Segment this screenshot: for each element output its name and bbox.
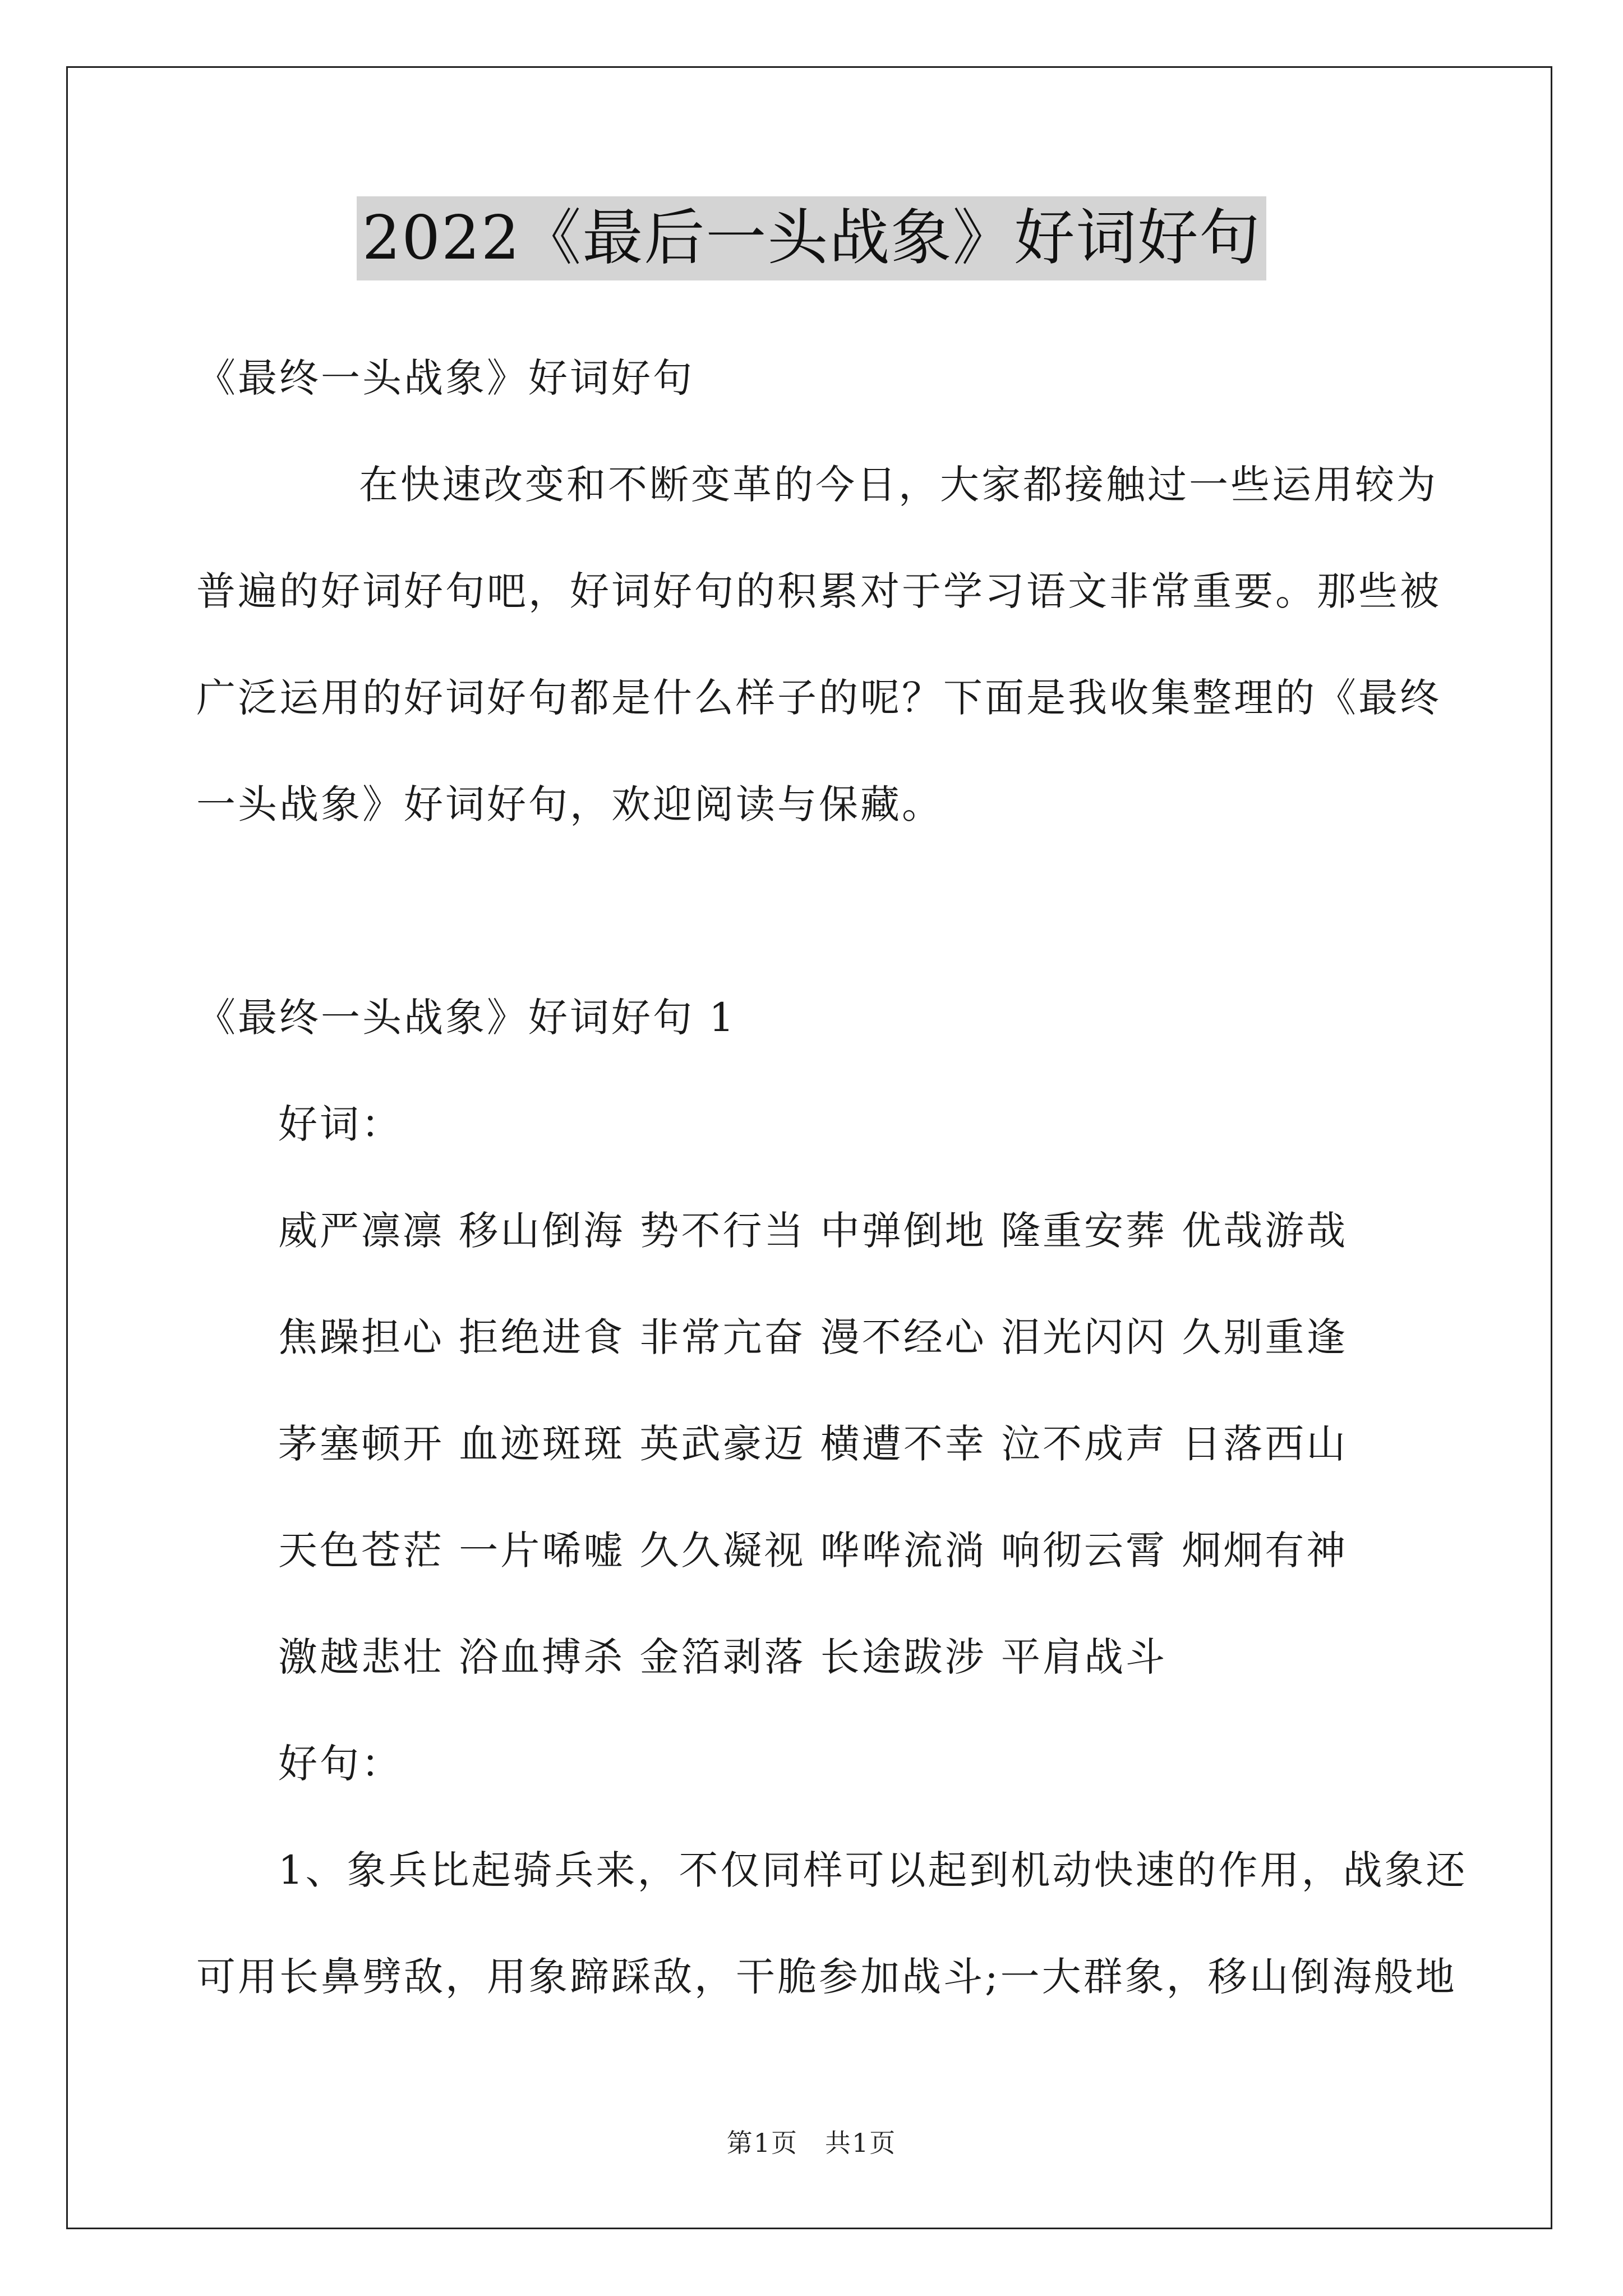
document-title: 2022《最后一头战象》好词好句 [357, 196, 1267, 280]
sentences-label: 好句： [278, 1741, 403, 1787]
sentence-line-2: 可用长鼻劈敌，用象蹄踩敌，干脆参加战斗;一大群象，移山倒海般地 [196, 1954, 1457, 2000]
intro-line-4: 一头战象》好词好句，欢迎阅读与保藏。 [196, 781, 943, 827]
section-heading: 《最终一头战象》好词好句 1 [196, 995, 736, 1041]
word-row-1: 威严凛凛 移山倒海 势不行当 中弹倒地 隆重安葬 优哉游哉 [278, 1208, 1348, 1254]
words-label: 好词： [278, 1101, 403, 1147]
word-row-3: 茅塞顿开 血迹斑斑 英武豪迈 横遭不幸 泣不成声 日落西山 [278, 1421, 1348, 1467]
word-row-4: 天色苍茫 一片唏嘘 久久凝视 哗哗流淌 响彻云霄 炯炯有神 [278, 1527, 1348, 1573]
intro-line-2: 普遍的好词好句吧，好词好句的积累对于学习语文非常重要。那些被 [196, 568, 1441, 614]
title-container [0, 196, 1623, 280]
intro-line-3: 广泛运用的好词好句都是什么样子的呢？下面是我收集整理的《最终 [196, 675, 1441, 721]
sentence-line-1: 1、象兵比起骑兵来，不仅同样可以起到机动快速的作用，战象还 [278, 1847, 1468, 1893]
word-row-5: 激越悲壮 浴血搏杀 金箔剥落 长途跋涉 平肩战斗 [278, 1634, 1168, 1680]
page-footer: 第1页 共1页 [726, 2128, 897, 2158]
document-subtitle: 《最终一头战象》好词好句 [196, 355, 694, 401]
word-row-2: 焦躁担心 拒绝进食 非常亢奋 漫不经心 泪光闪闪 久别重逢 [278, 1314, 1348, 1360]
intro-line-1: 在快速改变和不断变革的今日，大家都接触过一些运用较为 [359, 462, 1438, 508]
